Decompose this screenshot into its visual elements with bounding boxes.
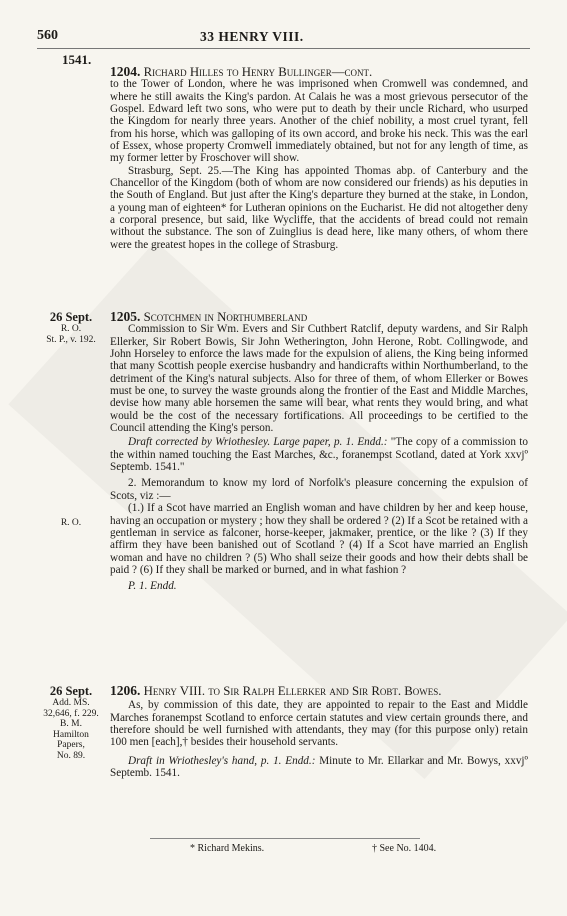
year-label: 1541. bbox=[62, 52, 92, 67]
entry-1204-paragraph-2: Strasburg, Sept. 25.—The King has appointed Thomas abp. of Canterbury and the Chancellor of the Kingdom (both of whom are now considered our friends) as his deputies in the South of England. But just after the King's departure they burned at the stake, in London, a young man of eighteen* for Lutheran opinions on the Eucharist. He did not altogether deny a corporal presence, but said, like Wycliffe, that the accidents of bread could not remain without the substance. The son of Zuinglius is dead here, like many others, of whom there were the greatest hopes in the college of Strasburg. bbox=[110, 164, 528, 251]
header-rule bbox=[37, 48, 530, 49]
entry-1206-paragraph: As, by commission of this date, they are appointed to repair to the East and Middle Marches foranempst Scotland to enforce certain statutes and view certain grounds there, and therefore should be well furnished with attendants, they may (for this purpose only) retain 100 men [each],† besides their household servants. bbox=[110, 699, 528, 749]
entry-1206 bbox=[110, 685, 528, 779]
memo-items: (1.) If a Scot have married an English woman and have children by her and keep house, having an occupation or mystery ; how they shall be ordered ? (2) If a Scot be retained with a gentleman in service as falconer, horse-keeper, jakmaker, prentice, or the like ? (3) If they affirm they have been banished out of Scotland ? (4) If a Scot have married an English woman and have no children ? (5) Who shall seize their goods and how their debts shall be paid ? (6) If they shall be marked or burned, and in what fashion ? bbox=[110, 502, 528, 576]
footnote-dagger: † See No. 1404. bbox=[372, 843, 437, 854]
entry-1206-ref-4: Hamilton bbox=[53, 729, 89, 740]
entry-1205-date: 26 Sept. bbox=[49, 310, 93, 324]
entry-1205 bbox=[110, 311, 528, 593]
entry-1204-paragraph-1: to the Tower of London, where he was imprisoned when Cromwell was condemned, and where he still awaits the King's pardon. At Calais he was a most grievous persecutor of the Gospel. Edward left two sons, who were put to death by their uncle Richard, who usurped the Kingdom for nearly three years. Another of the chief nobility, a most cruel tyrant, fell from his horse, which was galloping of its own accord, and broke his neck. This was the earl of Essex, whose property Cromwell immediately obtained, but not for any length of time, as my former letter by Froschover will show. bbox=[110, 78, 528, 165]
entry-1204-title: Richard Hilles to Henry Bullinger—cont. bbox=[143, 65, 373, 79]
entry-1206-ref-6: No. 89. bbox=[56, 750, 86, 761]
memo-intro: 2. Memorandum to know my lord of Norfolk's pleasure concerning the expulsion of Scots, viz :— bbox=[110, 477, 528, 502]
entry-1204-heading: 1204. Richard Hilles to Henry Bullinger—cont. bbox=[110, 64, 373, 79]
entry-1206-ref-3: B. M. bbox=[60, 719, 82, 729]
entry-1206-title: Henry VIII. to Sir Ralph Ellerker and Sir Robt. Bowes. bbox=[143, 684, 442, 698]
entry-1205-ref-2: St. P., v. 192. bbox=[46, 334, 96, 345]
memo-endorsement: P. 1. Endd. bbox=[128, 580, 177, 593]
entry-1205-title: Scotchmen in Northumberland bbox=[143, 310, 308, 324]
running-title: 33 HENRY VIII. bbox=[200, 29, 304, 44]
entry-1205-margin bbox=[40, 310, 102, 345]
footnote-rule bbox=[150, 838, 420, 839]
entry-1204 bbox=[110, 66, 528, 251]
entry-1205-ref-1: R. O. bbox=[60, 324, 82, 334]
entry-1205-heading: 1205. Scotchmen in Northumberland bbox=[110, 309, 308, 324]
entry-1206-heading: 1206. Henry VIII. to Sir Ralph Ellerker and Sir Robt. Bowes. bbox=[110, 683, 442, 698]
entry-1206-ref-5: Papers, bbox=[57, 740, 85, 750]
entry-1206-draft: Draft in Wriothesley's hand, p. 1. Endd.: Minute to Mr. Ellarkar and Mr. Bowys, xxvjº Septemb. 1541. bbox=[110, 754, 528, 780]
entry-1206-date: 26 Sept. bbox=[49, 684, 93, 698]
entry-1205-paragraph: Commission to Sir Wm. Evers and Sir Cuthbert Ratclif, deputy wardens, and Sir Ralph Ellerker, Sir Robert Bowis, Sir John Wetherington, John Herone, Robt. Collingwode, and John Horseley to enforce the laws made for the expulsion of aliens, the King being informed that many Scottish people exercise husbandry and handicrafts within Northumberland, to the detriment of the King's natural subjects. Also for three of them, of whom Ellerker or Bowes must be one, to survey the waste grounds along the frontier of the East and Middle Marches, devise how many able horsemen the same will bear, what rents they would bring, and what would be the cost of the necessary fortifications. All proceedings to be certified to the Council attending the King's person. bbox=[110, 323, 528, 435]
entry-1206-ref-1: Add. MS. bbox=[52, 698, 90, 708]
entry-1206-ref-2: 32,646, f. 229. bbox=[43, 708, 99, 719]
entry-1205-draft: Draft corrected by Wriothesley. Large paper, p. 1. Endd.: "The copy of a commission to the within named touching the East Marches, &c., foranempst Scotland, dated at York xxvjº Septemb. 1541." bbox=[110, 436, 528, 474]
footnote-star: * Richard Mekins. bbox=[190, 843, 265, 854]
entry-1206-margin bbox=[40, 684, 102, 761]
page-number: 560 bbox=[37, 28, 58, 43]
memo-margin-ref: R. O. bbox=[60, 518, 82, 528]
